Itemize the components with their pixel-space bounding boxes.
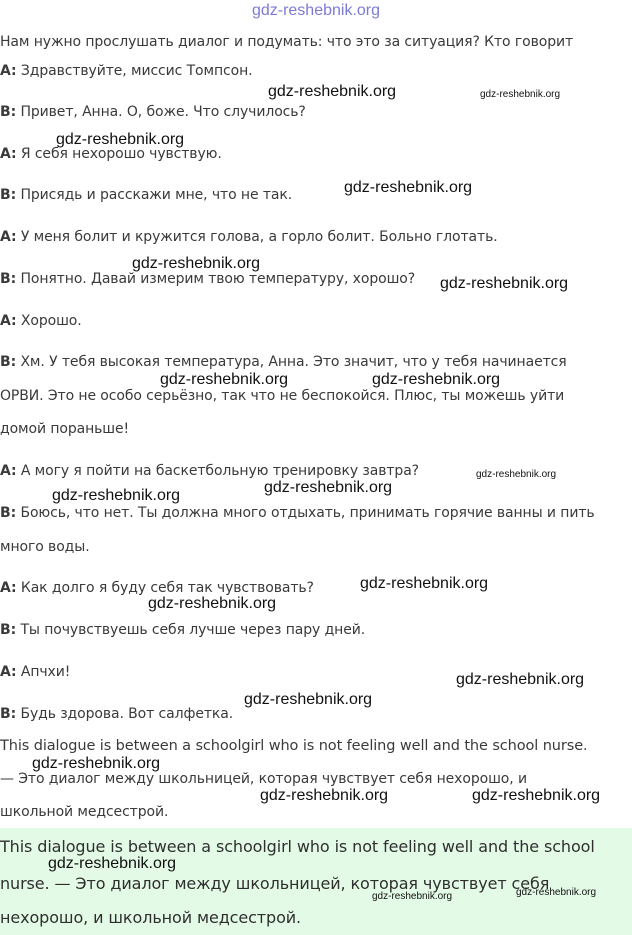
- answer-line: nurse. — Это диалог между школьницей, которая чувствует себя: [0, 874, 550, 893]
- speaker-label: A:: [0, 664, 17, 680]
- speaker-label: B:: [0, 271, 17, 287]
- dialogue-text: Я себя нехорошо чувствую.: [20, 146, 222, 162]
- watermark: gdz-reshebnik.org: [264, 479, 393, 496]
- speaker-label: A:: [0, 313, 17, 329]
- dialogue-line: [0, 228, 630, 246]
- dialogue-line-continued: много воды.: [0, 539, 90, 555]
- speaker-label: B:: [0, 354, 17, 370]
- dialogue-line: [0, 62, 630, 80]
- watermark: gdz-reshebnik.org: [360, 575, 489, 592]
- dialogue-text: Как долго я буду себя так чувствовать?: [20, 580, 314, 596]
- dialogue-line: [0, 504, 630, 522]
- watermark: gdz-reshebnik.org: [48, 855, 177, 872]
- watermark: gdz-reshebnik.org: [56, 131, 185, 148]
- watermark: gdz-reshebnik.org: [148, 595, 277, 612]
- dialogue-text: Здравствуйте, миссис Томпсон.: [20, 63, 253, 79]
- speaker-label: A:: [0, 580, 17, 596]
- dialogue-line-continued: домой пораньше!: [0, 421, 130, 437]
- dialogue-line: [0, 621, 630, 639]
- speaker-label: B:: [0, 505, 17, 521]
- dialogue-line-continued: ОРВИ. Это не особо серьёзно, так что не беспокойся. Плюс, ты можешь уйти: [0, 388, 565, 404]
- dialogue-line: [0, 103, 630, 121]
- dialogue-line: [0, 353, 630, 371]
- dialogue-text: Будь здорова. Вот салфетка.: [20, 706, 234, 722]
- speaker-label: A:: [0, 63, 17, 79]
- intro-text: Нам нужно прослушать диалог и подумать: что это за ситуация? Кто говорит: [0, 34, 574, 50]
- speaker-label: A:: [0, 146, 17, 162]
- watermark: gdz-reshebnik.org: [32, 755, 161, 772]
- summary-line: This dialogue is between a schoolgirl who is not feeling well and the school nurse.: [0, 738, 588, 754]
- watermark: gdz-reshebnik.org: [52, 487, 181, 504]
- answer-box: [0, 828, 632, 935]
- dialogue-text: Боюсь, что нет. Ты должна много отдыхать, принимать горячие ванны и пить: [20, 505, 595, 521]
- dialogue-text: Апчхи!: [20, 664, 71, 680]
- dialogue-text: Хорошо.: [20, 313, 82, 329]
- dialogue-line: [0, 312, 630, 330]
- dialogue-text: А могу я пойти на баскетбольную тренировку завтра?: [20, 463, 420, 479]
- speaker-label: B:: [0, 622, 17, 638]
- speaker-label: A:: [0, 463, 17, 479]
- speaker-label: B:: [0, 187, 17, 203]
- watermark: gdz-reshebnik.org: [160, 371, 289, 388]
- watermark: gdz-reshebnik.org: [344, 179, 473, 196]
- dialogue-text: Привет, Анна. О, боже. Что случилось?: [20, 104, 306, 120]
- watermark: gdz-reshebnik.org: [268, 83, 397, 100]
- dialogue-text: Хм. У тебя высокая температура, Анна. Это значит, что у тебя начинается: [20, 354, 567, 370]
- watermark: gdz-reshebnik.org: [480, 89, 561, 100]
- summary-line: — Это диалог между школьницей, которая чувствует себя нехорошо, и: [0, 771, 527, 787]
- watermark: gdz-reshebnik.org: [244, 691, 373, 708]
- watermark: gdz-reshebnik.org: [372, 371, 501, 388]
- speaker-label: B:: [0, 706, 17, 722]
- watermark: gdz-reshebnik.org: [472, 787, 601, 804]
- site-header-link[interactable]: gdz-reshebnik.org: [251, 2, 381, 19]
- dialogue-line: [0, 186, 630, 204]
- dialogue-text: Присядь и расскажи мне, что не так.: [20, 187, 293, 203]
- watermark: gdz-reshebnik.org: [372, 891, 453, 902]
- dialogue-text: Понятно. Давай измерим твою температуру, хорошо?: [20, 271, 416, 287]
- dialogue-text: У меня болит и кружится голова, а горло болит. Больно глотать.: [20, 229, 498, 245]
- summary-line: школьной медсестрой.: [0, 804, 169, 820]
- watermark: gdz-reshebnik.org: [456, 671, 585, 688]
- watermark: gdz-reshebnik.org: [260, 787, 389, 804]
- answer-line: нехорошо, и школьной медсестрой.: [0, 908, 302, 927]
- speaker-label: A:: [0, 229, 17, 245]
- watermark: gdz-reshebnik.org: [476, 469, 557, 480]
- answer-line: This dialogue is between a schoolgirl who is not feeling well and the school: [0, 837, 595, 856]
- speaker-label: B:: [0, 104, 17, 120]
- watermark: gdz-reshebnik.org: [516, 887, 597, 898]
- dialogue-text: Ты почувствуешь себя лучше через пару дней.: [20, 622, 366, 638]
- watermark: gdz-reshebnik.org: [132, 255, 261, 272]
- dialogue-line: [0, 579, 630, 597]
- watermark: gdz-reshebnik.org: [440, 275, 569, 292]
